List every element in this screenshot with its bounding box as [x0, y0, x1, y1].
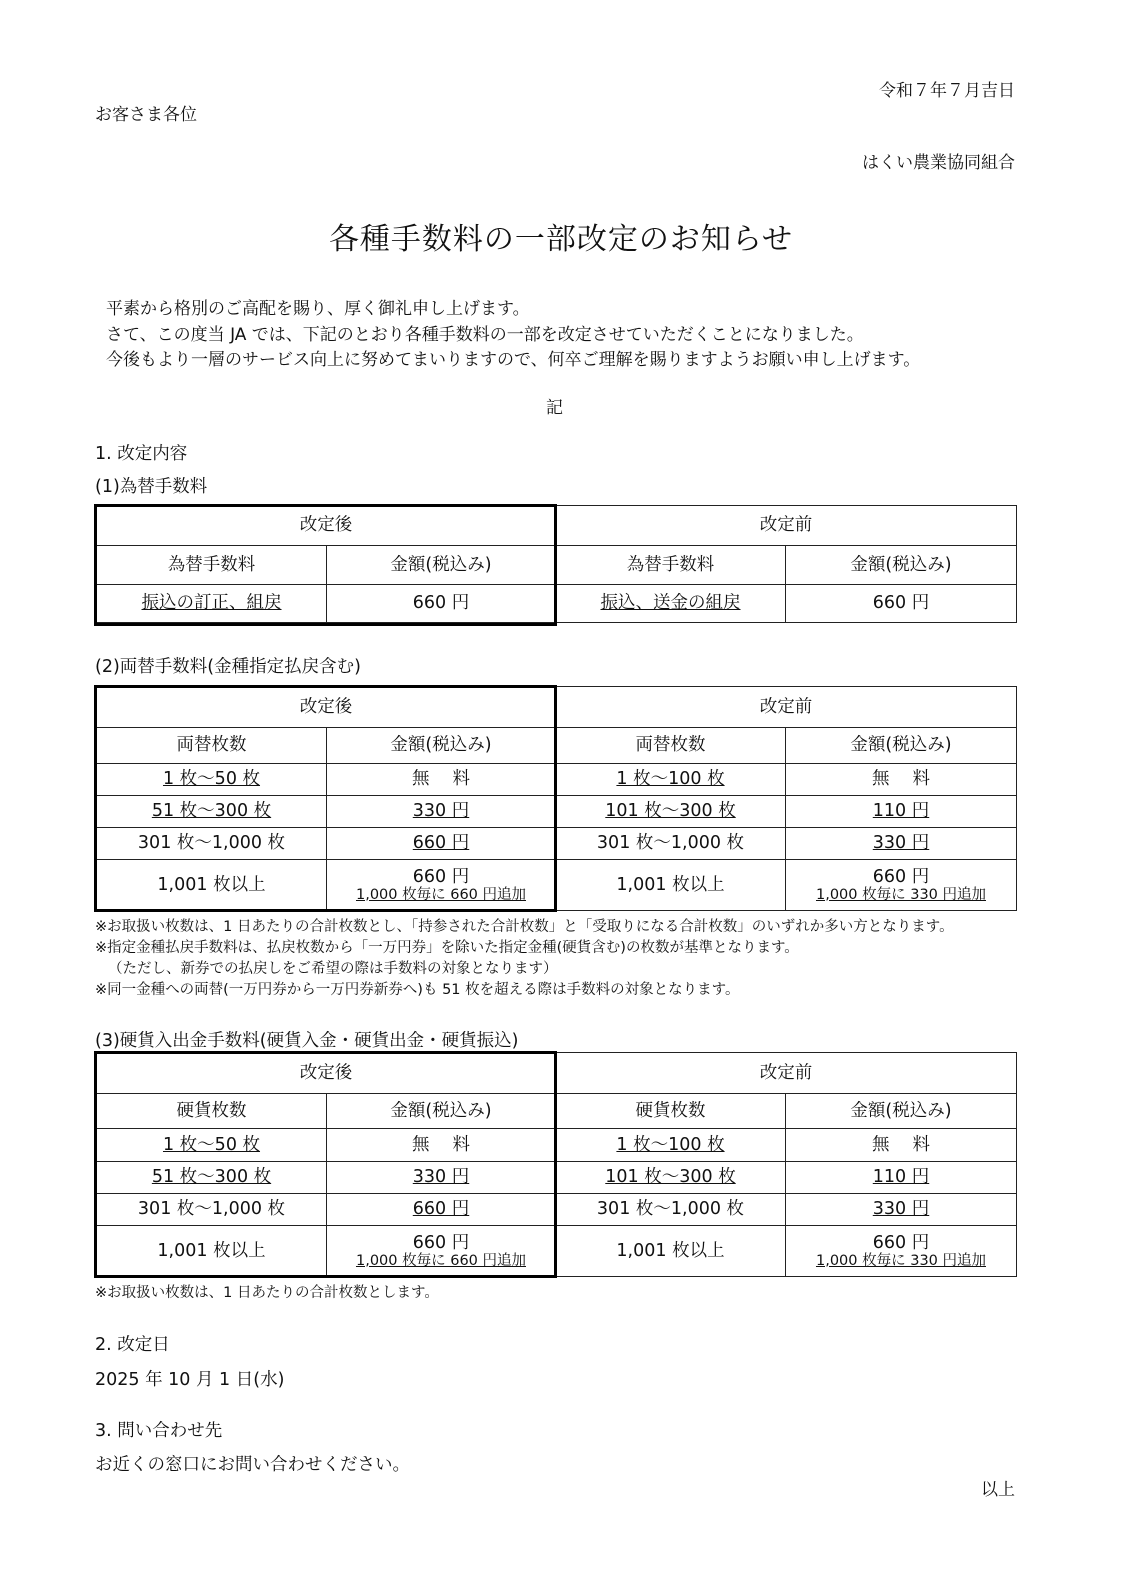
- table-cell: [327, 1226, 556, 1277]
- amount-main: 660 円: [412, 1232, 470, 1253]
- table-cell: 無 料: [786, 1129, 1017, 1162]
- table-cell: 1,001 枚以上: [97, 1226, 327, 1277]
- after-label: 改定後: [97, 687, 556, 728]
- amount-sub: 1,000 枚毎に 330 円追加: [815, 1252, 986, 1269]
- sub3-heading: (3)硬貨入出金手数料(硬貨入金・硬貨出金・硬貨振込): [95, 1031, 519, 1051]
- col-amount: 金額(税込み): [327, 546, 556, 585]
- table-cell: 1 枚～50 枚: [97, 1129, 327, 1162]
- table-cell: [786, 1226, 1017, 1277]
- revision-date: 2025 年 10 月 1 日(水): [95, 1370, 285, 1390]
- closing: 以上: [981, 1480, 1015, 1500]
- table-row: [97, 1129, 1017, 1162]
- after-label: 改定後: [97, 506, 556, 546]
- table-cell: 110 円: [786, 796, 1017, 828]
- table-cell: 301 枚～1,000 枚: [556, 828, 786, 860]
- table-cell: 1 枚～50 枚: [97, 764, 327, 796]
- sub2-heading: (2)両替手数料(金種指定払戻含む): [95, 657, 361, 677]
- table-cell: [327, 860, 556, 911]
- table-cell: 無 料: [327, 1129, 556, 1162]
- section3-heading: 3. 問い合わせ先: [95, 1421, 223, 1441]
- col-amount: 金額(税込み): [786, 728, 1017, 764]
- col-amount: 金額(税込み): [327, 1094, 556, 1129]
- ki-mark: 記: [546, 398, 563, 418]
- intro-line-3: 今後もより一層のサービス向上に努めてまいりますので、何卒ご理解を賜りますようお願い申し上げます。: [106, 350, 921, 370]
- table-cell: 110 円: [786, 1162, 1017, 1194]
- section2-heading: 2. 改定日: [95, 1335, 170, 1355]
- before-label: 改定前: [556, 506, 1017, 546]
- note-line: ※指定金種払戻手数料は、払戻枚数から「一万円券」を除いた指定金種(硬貨含む)の枚数が基準となります。: [95, 940, 799, 956]
- table-cell: 660 円: [327, 585, 556, 623]
- page-title: 各種手数料の一部改定のお知らせ: [328, 222, 794, 257]
- table-cell: 330 円: [786, 1194, 1017, 1226]
- table-cell: 1,001 枚以上: [97, 860, 327, 911]
- note-line: ※同一金種への両替(一万円券から一万円券新券へ)も 51 枚を超える際は手数料の対象となります。: [95, 982, 740, 998]
- col-item: 為替手数料: [556, 546, 786, 585]
- col-item: 硬貨枚数: [97, 1094, 327, 1129]
- table-cell: 101 枚～300 枚: [556, 1162, 786, 1194]
- table-row: [97, 796, 1017, 828]
- intro-line-1: 平素から格別のご高配を賜り、厚く御礼申し上げます。: [106, 299, 530, 319]
- table-cell: 101 枚～300 枚: [556, 796, 786, 828]
- table-cell: 301 枚～1,000 枚: [556, 1194, 786, 1226]
- col-amount: 金額(税込み): [327, 728, 556, 764]
- amount-main: 660 円: [872, 866, 930, 887]
- contact-text: お近くの窓口にお問い合わせください。: [95, 1455, 410, 1475]
- table-cell: 301 枚～1,000 枚: [97, 828, 327, 860]
- table-cell: [786, 860, 1017, 911]
- recipient: お客さま各位: [95, 105, 197, 125]
- col-item: 両替枚数: [556, 728, 786, 764]
- coin-fee-table: [96, 1052, 1017, 1277]
- table-cell: 無 料: [327, 764, 556, 796]
- col-amount: 金額(税込み): [786, 546, 1017, 585]
- table-cell: 660 円: [786, 585, 1017, 623]
- exchange-fee-table: [96, 505, 1017, 623]
- table-row: [97, 1226, 1017, 1277]
- table-row: [97, 1162, 1017, 1194]
- amount-main: 660 円: [412, 866, 470, 887]
- table-cell: 1,001 枚以上: [556, 1226, 786, 1277]
- table-cell: 660 円: [327, 1194, 556, 1226]
- notice-date: 令和７年７月吉日: [879, 81, 1015, 101]
- table-cell: 51 枚～300 枚: [97, 1162, 327, 1194]
- intro-line-2: さて、この度当 JA では、下記のとおり各種手数料の一部を改定させていただくことになりました。: [106, 325, 864, 345]
- col-item: 為替手数料: [97, 546, 327, 585]
- table-cell: 660 円: [327, 828, 556, 860]
- sub1-heading: (1)為替手数料: [95, 477, 208, 497]
- table-cell: 振込の訂正、組戻: [97, 585, 327, 623]
- table-cell: 1 枚～100 枚: [556, 1129, 786, 1162]
- after-label: 改定後: [97, 1053, 556, 1094]
- table-cell: 振込、送金の組戻: [556, 585, 786, 623]
- table-row: [97, 828, 1017, 860]
- table-cell: 無 料: [786, 764, 1017, 796]
- note-line: （ただし、新券での払戻しをご希望の際は手数料の対象となります）: [108, 961, 558, 977]
- note-line: ※お取扱い枚数は、1 日あたりの合計枚数とします。: [95, 1285, 439, 1301]
- table-cell: 1 枚～100 枚: [556, 764, 786, 796]
- amount-sub: 1,000 枚毎に 330 円追加: [815, 886, 986, 903]
- table-cell: 1,001 枚以上: [556, 860, 786, 911]
- col-item: 両替枚数: [97, 728, 327, 764]
- amount-main: 660 円: [872, 1232, 930, 1253]
- note-line: ※お取扱い枚数は、1 日あたりの合計枚数とし、「持参された合計枚数」と「受取りになる合計枚数」のいずれか多い方となります。: [95, 919, 954, 935]
- sender: はくい農業協同組合: [862, 153, 1015, 173]
- amount-sub: 1,000 枚毎に 660 円追加: [355, 1252, 526, 1269]
- table-row: [97, 860, 1017, 911]
- money-exchange-fee-table: [96, 686, 1017, 911]
- col-amount: 金額(税込み): [786, 1094, 1017, 1129]
- table-cell: 330 円: [327, 796, 556, 828]
- table-row: [97, 1194, 1017, 1226]
- amount-sub: 1,000 枚毎に 660 円追加: [355, 886, 526, 903]
- col-item: 硬貨枚数: [556, 1094, 786, 1129]
- table-row: [97, 764, 1017, 796]
- table-cell: 330 円: [786, 828, 1017, 860]
- table-cell: 301 枚～1,000 枚: [97, 1194, 327, 1226]
- section1-heading: 1. 改定内容: [95, 444, 188, 464]
- table-cell: 330 円: [327, 1162, 556, 1194]
- before-label: 改定前: [556, 687, 1017, 728]
- table-cell: 51 枚～300 枚: [97, 796, 327, 828]
- before-label: 改定前: [556, 1053, 1017, 1094]
